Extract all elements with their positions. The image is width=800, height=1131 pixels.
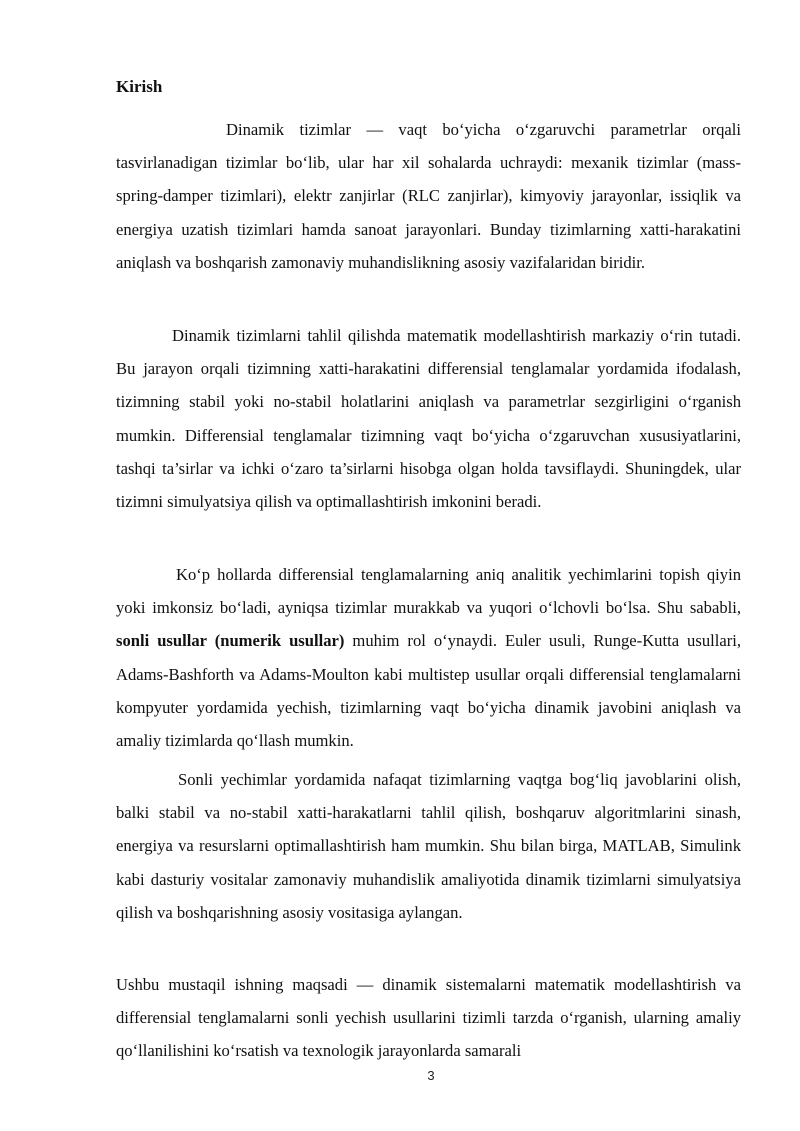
paragraph-4: Sonli yechimlar yordamida nafaqat tizimlarning vaqtga bog‘liq javoblarini olish, balki stabil va no-stabil xatti-harakatlarni tahlil qilish, boshqaruv algoritmlarini sinash, energiya va resurslarni optimallashtirish ham mumkin. Shu bilan birga, MATLAB, Simulink kabi dasturiy vositalar zamonaviy muhandislik amaliyotida dinamik tizimlarni simulyatsiya qilish va boshqarishning asosiy vositasiga aylangan. bbox=[116, 770, 741, 922]
section-heading: Kirish bbox=[116, 77, 163, 96]
paragraph-1: Dinamik tizimlar — vaqt bo‘yicha o‘zgaruvchi parametrlar orqali tasvirlanadigan tizimlar bo‘lib, ular har xil sohalarda uchraydi: mexanik tizimlar (mass-spring-damper tizimlari), elektr zanjirlar (RLC zanjirlar), kimyoviy jarayonlar, issiqlik va energiya uzatish tizimlari hamda sanoat jarayonlari. Bunday tizimlarning xatti-harakatini aniqlash va boshqarish zamonaviy muhandislikning asosiy vazifalaridan biridir. bbox=[116, 120, 741, 272]
bold-term: sonli usullar (numerik usullar) bbox=[116, 631, 345, 651]
paragraph-3 bbox=[116, 558, 741, 757]
paragraph-2: Dinamik tizimlarni tahlil qilishda matematik modellashtirish markaziy o‘rin tutadi. Bu jarayon orqali tizimning xatti-harakatini differensial tenglamalar yordamida ifodalash, tizimning stabil yoki no-stabil holatlarini aniqlash va parametrlar sezgirligini o‘rganish mumkin. Differensial tenglamalar tizimning vaqt bo‘yicha o‘zgaruvchan xususiyatlarini, tashqi ta’sirlar va ichki o‘zaro ta’sirlarni hisobga olgan holda tavsiflaydi. Shuningdek, ular tizimni simulyatsiya qilish va optimallashtirish imkonini beradi. bbox=[116, 326, 741, 512]
page-number: 3 bbox=[427, 1068, 435, 1083]
paragraph-5: Ushbu mustaqil ishning maqsadi — dinamik sistemalarni matematik modellashtirish va differensial tenglamalarni sonli yechish usullarini tizimli tarzda o‘rganish, ularning amaliy qo‘llanilishini ko‘rsatish va texnologik jarayonlarda samarali bbox=[116, 975, 741, 1061]
paragraph-3-text-end: muhim rol o‘ynaydi. Euler usuli, Runge-Kutta usullari, Adams-Bashforth va Adams-Moulton kabi multistep usullar orqali differensial tenglamalarni kompyuter yordamida yechish, tizimlarning vaqt bo‘yicha dinamik javobini aniqlash va amaliy tizimlarda qo‘llash mumkin. bbox=[116, 631, 741, 751]
paragraph-3-text-start: Ko‘p hollarda differensial tenglamalarning aniq analitik yechimlarini topish qiyin yoki imkonsiz bo‘ladi, ayniqsa tizimlar murakkab va yuqori o‘lchovli bo‘lsa. Shu sababli, bbox=[116, 565, 741, 618]
